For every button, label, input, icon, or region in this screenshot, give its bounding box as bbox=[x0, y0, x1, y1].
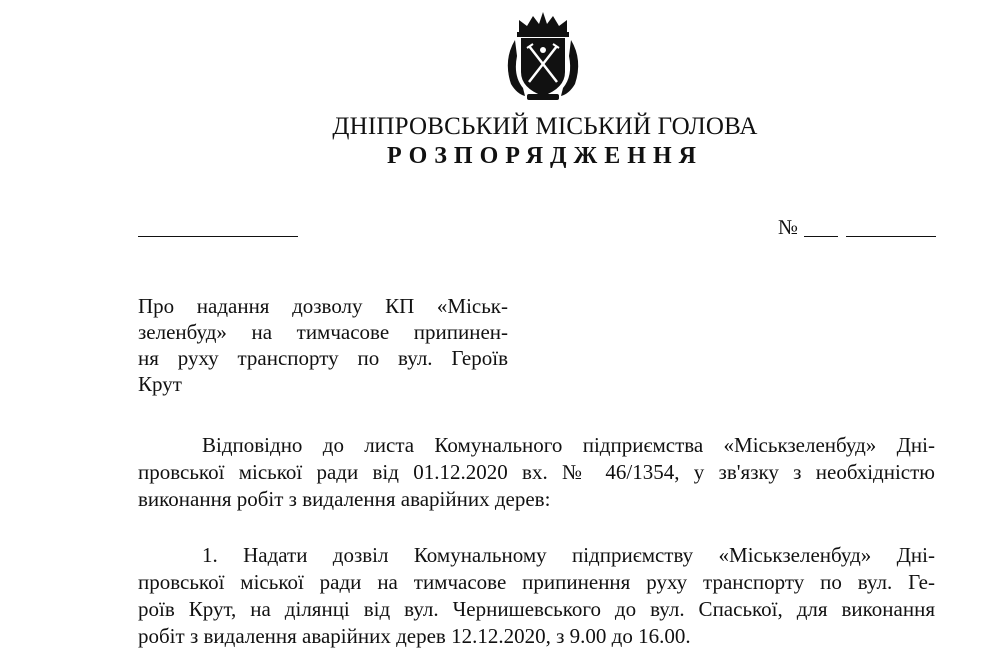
paragraph-line: робіт з видалення аварійних дерев 12.12.2020, з 9.00 до 16.00. bbox=[138, 624, 691, 648]
subject-line: Про надання дозволу КП «Міськ- bbox=[138, 294, 508, 318]
issuing-authority: ДНІПРОВСЬКИЙ МІСЬКИЙ ГОЛОВА bbox=[332, 113, 758, 140]
number-blank-line bbox=[804, 236, 838, 237]
subject-line: Крут bbox=[138, 372, 182, 396]
preamble-paragraph bbox=[138, 432, 935, 513]
document-number-label: № bbox=[778, 215, 799, 239]
paragraph-line: провської міської ради від 01.12.2020 вх. № 46/1354, у зв'язку з необхідністю bbox=[138, 460, 935, 484]
item-1-paragraph bbox=[138, 542, 935, 650]
number-blank-line-2 bbox=[846, 236, 936, 237]
dnipro-coat-of-arms-icon bbox=[501, 10, 585, 102]
paragraph-line: роїв Крут, на ділянці від вул. Чернишевського до вул. Спаської, для виконання bbox=[138, 597, 935, 621]
paragraph-line: виконання робіт з видалення аварійних дерев: bbox=[138, 487, 551, 511]
document-subject bbox=[138, 293, 508, 397]
paragraph-line: Відповідно до листа Комунального підприємства «Міськзеленбуд» Дні- bbox=[202, 433, 935, 457]
document-type: РОЗПОРЯДЖЕННЯ bbox=[387, 143, 703, 169]
paragraph-line: 1. Надати дозвіл Комунальному підприємству «Міськзеленбуд» Дні- bbox=[202, 543, 935, 567]
subject-line: зеленбуд» на тимчасове припинен- bbox=[138, 320, 508, 344]
paragraph-line: провської міської ради на тимчасове припинення руху транспорту по вул. Ге- bbox=[138, 570, 935, 594]
subject-line: ня руху транспорту по вул. Героїв bbox=[138, 346, 508, 370]
date-blank-line bbox=[138, 236, 298, 237]
